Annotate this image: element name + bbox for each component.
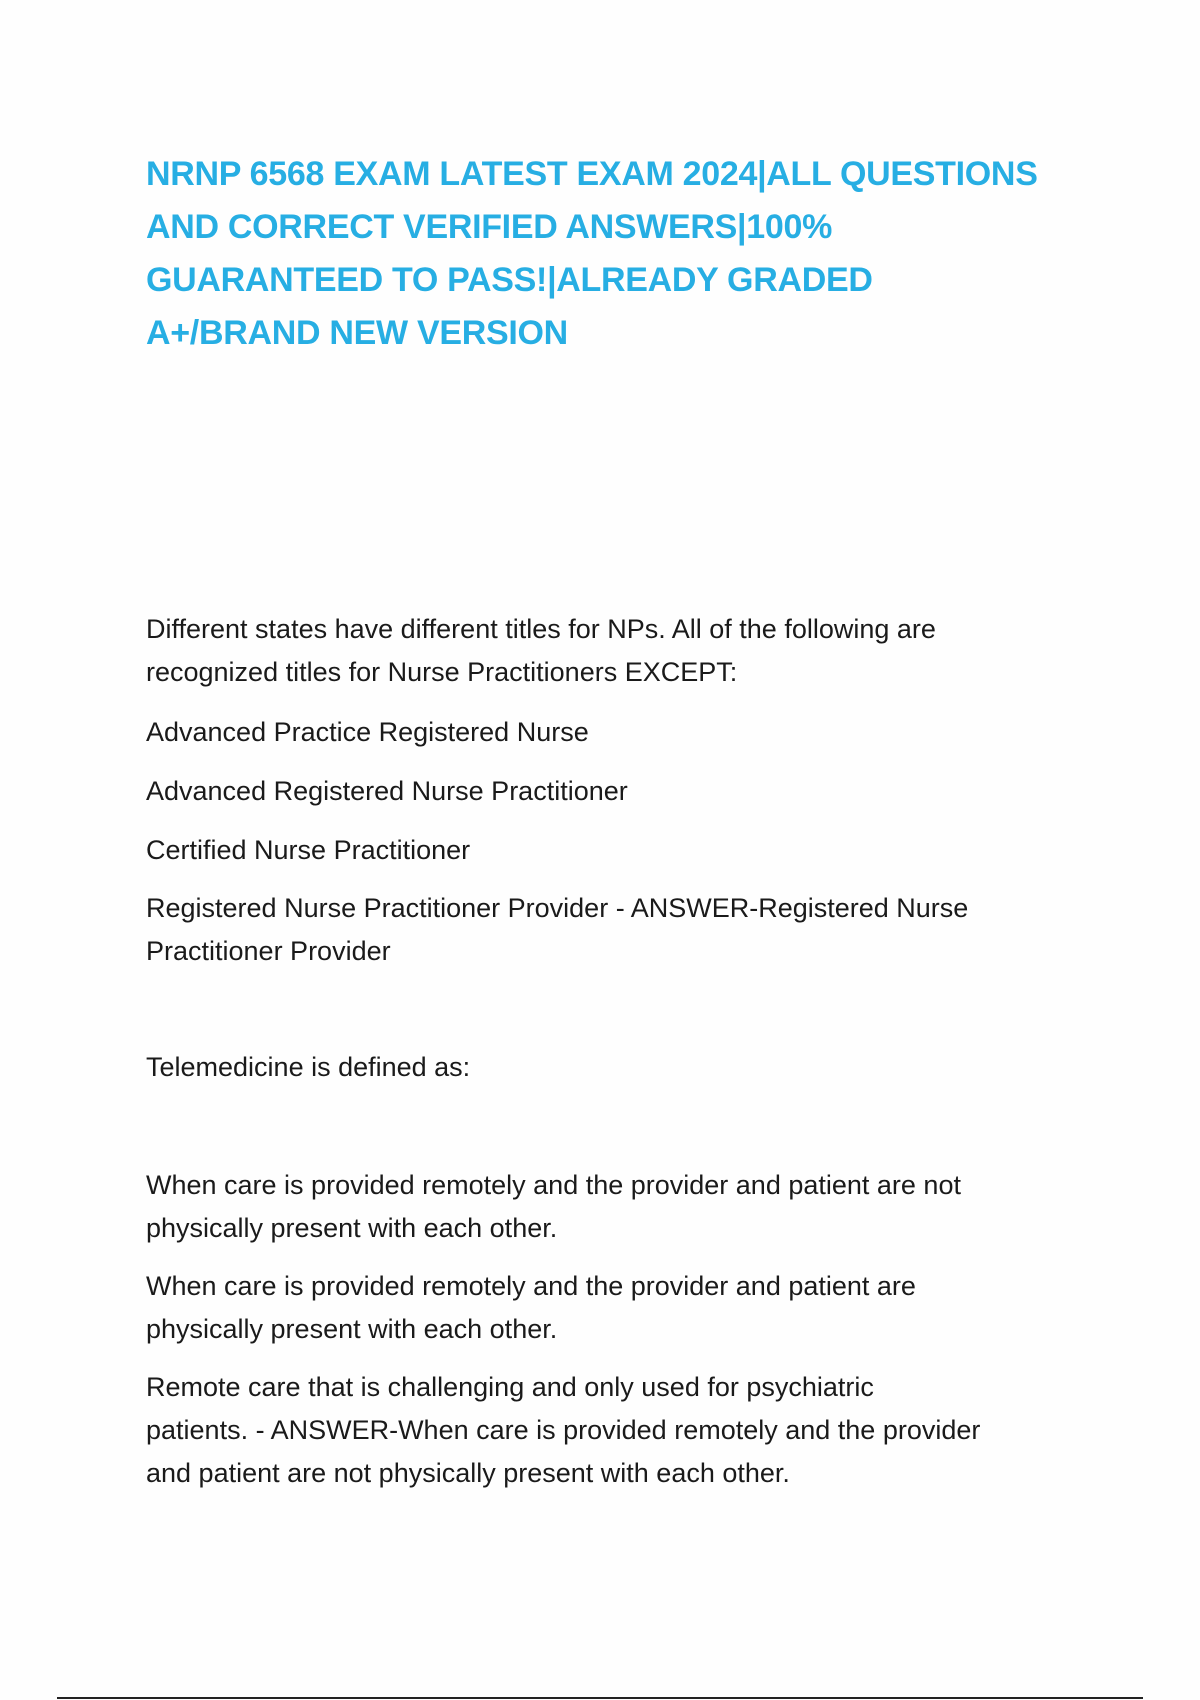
question-2-option-1 <box>146 1164 1086 1250</box>
question-1-text <box>146 608 1086 694</box>
answer-line: Registered Nurse Practitioner Provider - ANSWER-Registered Nurse <box>146 893 969 923</box>
title-line: NRNP 6568 EXAM LATEST EXAM 2024|ALL QUESTIONS <box>146 155 1038 193</box>
question-line: Different states have different titles for NPs. All of the following are <box>146 614 936 644</box>
option-text: Advanced Practice Registered Nurse <box>146 717 589 747</box>
answer-line: and patient are not physically present with each other. <box>146 1458 790 1488</box>
option-line: When care is provided remotely and the provider and patient are not <box>146 1170 961 1200</box>
question-1-option-1 <box>146 711 1086 754</box>
footer-divider <box>57 1697 1143 1699</box>
answer-line: Practitioner Provider <box>146 936 391 966</box>
question-1-option-2 <box>146 770 1086 813</box>
option-text: Certified Nurse Practitioner <box>146 835 471 865</box>
question-2-text <box>146 1046 1086 1089</box>
answer-line: Remote care that is challenging and only used for psychiatric <box>146 1372 874 1402</box>
option-text: Advanced Registered Nurse Practitioner <box>146 776 628 806</box>
document-title <box>146 148 1086 360</box>
option-line: physically present with each other. <box>146 1213 558 1243</box>
answer-line: patients. - ANSWER-When care is provided remotely and the provider <box>146 1415 981 1445</box>
option-line: physically present with each other. <box>146 1314 558 1344</box>
title-line: AND CORRECT VERIFIED ANSWERS|100% <box>146 208 833 246</box>
question-1-answer <box>146 887 1086 973</box>
option-line: When care is provided remotely and the provider and patient are <box>146 1271 916 1301</box>
title-line: GUARANTEED TO PASS!|ALREADY GRADED <box>146 261 873 299</box>
question-2-answer <box>146 1366 1086 1495</box>
question-2-option-2 <box>146 1265 1086 1351</box>
question-1-option-3 <box>146 829 1086 872</box>
question-line: Telemedicine is defined as: <box>146 1052 471 1082</box>
question-line: recognized titles for Nurse Practitioners EXCEPT: <box>146 657 738 687</box>
title-line: A+/BRAND NEW VERSION <box>146 314 568 352</box>
